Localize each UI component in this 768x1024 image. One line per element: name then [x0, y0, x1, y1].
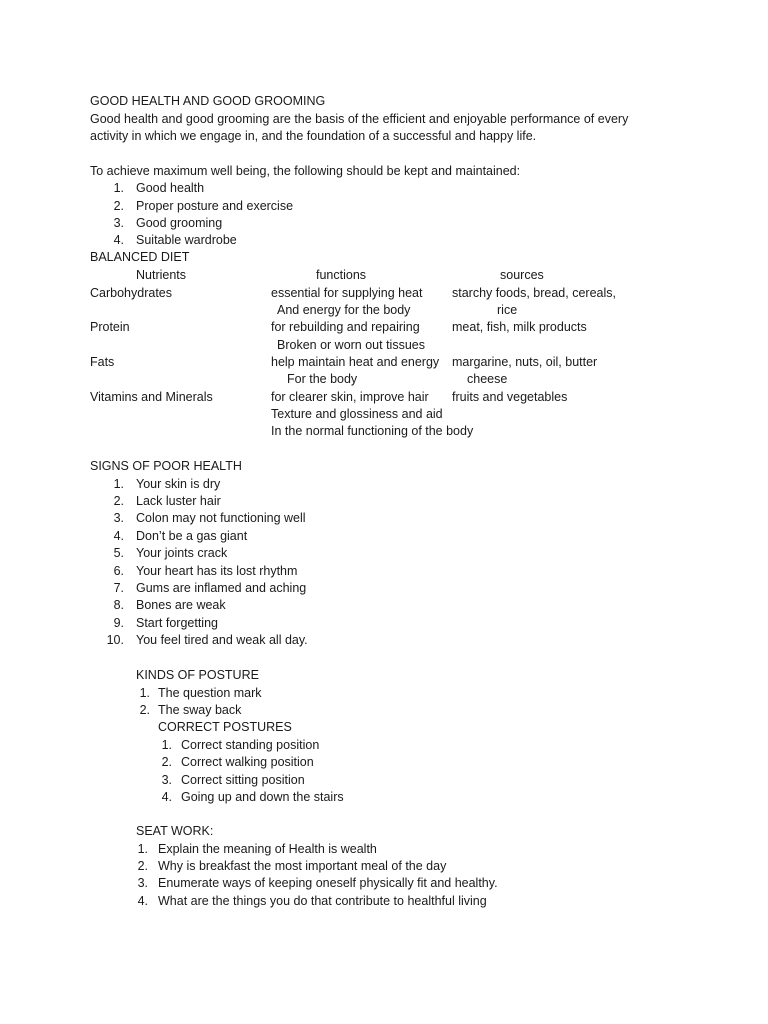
list-item: Good grooming: [136, 216, 223, 230]
list-number: 9.: [113, 616, 124, 630]
nutrient-function: And energy for the body: [277, 303, 411, 317]
nutrient-name: Vitamins and Minerals: [90, 390, 213, 404]
list-item: Colon may not functioning well: [136, 511, 306, 525]
nutrient-source: meat, fish, milk products: [452, 320, 587, 334]
list-item: What are the things you do that contribute to healthful living: [158, 894, 487, 908]
column-header: Nutrients: [136, 268, 187, 282]
list-number: 2.: [137, 859, 148, 873]
nutrient-source: fruits and vegetables: [452, 390, 568, 404]
list-number: 6.: [113, 564, 124, 578]
list-item: Proper posture and exercise: [136, 199, 294, 213]
list-number: 2.: [113, 494, 124, 508]
list-item: Going up and down the stairs: [181, 790, 344, 804]
list-number: 3.: [161, 773, 172, 787]
nutrient-source: rice: [497, 303, 518, 317]
list-item: Your joints crack: [136, 546, 228, 560]
list-number: 4.: [113, 233, 124, 247]
list-number: 10.: [106, 633, 124, 647]
list-number: 4.: [113, 529, 124, 543]
list-number: 4.: [161, 790, 172, 804]
nutrient-source: starchy foods, bread, cereals,: [452, 286, 616, 300]
nutrient-function: For the body: [287, 372, 358, 386]
list-number: 2.: [161, 755, 172, 769]
section-heading: SIGNS OF POOR HEALTH: [90, 459, 242, 473]
list-item: You feel tired and weak all day.: [136, 633, 308, 647]
wellbeing-lead: To achieve maximum well being, the following should be kept and maintained:: [90, 164, 521, 178]
list-number: 2.: [113, 199, 124, 213]
list-number: 7.: [113, 581, 124, 595]
section-heading: SEAT WORK:: [136, 824, 214, 838]
nutrient-function: In the normal functioning of the body: [271, 424, 474, 438]
nutrient-name: Fats: [90, 355, 115, 369]
nutrient-source: margarine, nuts, oil, butter: [452, 355, 598, 369]
list-item: Correct standing position: [181, 738, 320, 752]
column-header: functions: [316, 268, 367, 282]
list-number: 5.: [113, 546, 124, 560]
nutrient-name: Protein: [90, 320, 130, 334]
list-number: 1.: [139, 686, 150, 700]
list-number: 2.: [139, 703, 150, 717]
column-header: sources: [500, 268, 544, 282]
list-item: Good health: [136, 181, 205, 195]
nutrient-function: for rebuilding and repairing: [271, 320, 420, 334]
list-number: 3.: [113, 511, 124, 525]
list-number: 3.: [137, 876, 148, 890]
page-title: GOOD HEALTH AND GOOD GROOMING: [90, 94, 326, 108]
intro-line: Good health and good grooming are the basis of the efficient and enjoyable performance of every: [90, 112, 629, 126]
list-item: The question mark: [158, 686, 262, 700]
list-number: 4.: [137, 894, 148, 908]
list-item: Enumerate ways of keeping oneself physically fit and healthy.: [158, 876, 498, 890]
list-number: 8.: [113, 598, 124, 612]
section-heading: KINDS OF POSTURE: [136, 668, 259, 682]
list-item: Bones are weak: [136, 598, 226, 612]
list-item: The sway back: [158, 703, 242, 717]
list-number: 1.: [113, 181, 124, 195]
list-item: Suitable wardrobe: [136, 233, 237, 247]
section-heading: BALANCED DIET: [90, 250, 190, 264]
nutrient-function: Broken or worn out tissues: [277, 338, 425, 352]
intro-line: activity in which we engage in, and the foundation of a successful and happy life.: [90, 129, 537, 143]
list-number: 1.: [161, 738, 172, 752]
list-item: Don’t be a gas giant: [136, 529, 248, 543]
nutrient-function: Texture and glossiness and aid: [271, 407, 443, 421]
list-item: Your heart has its lost rhythm: [136, 564, 298, 578]
list-number: 1.: [113, 477, 124, 491]
nutrient-function: help maintain heat and energy: [271, 355, 440, 369]
list-number: 3.: [113, 216, 124, 230]
list-item: Lack luster hair: [136, 494, 221, 508]
list-item: Gums are inflamed and aching: [136, 581, 307, 595]
nutrient-source: cheese: [467, 372, 508, 386]
list-item: Your skin is dry: [136, 477, 221, 491]
nutrient-function: for clearer skin, improve hair: [271, 390, 429, 404]
list-item: Start forgetting: [136, 616, 218, 630]
nutrient-function: essential for supplying heat: [271, 286, 423, 300]
section-heading: CORRECT POSTURES: [158, 720, 292, 734]
list-item: Correct walking position: [181, 755, 314, 769]
list-item: Explain the meaning of Health is wealth: [158, 842, 377, 856]
list-item: Why is breakfast the most important meal of the day: [158, 859, 447, 873]
nutrient-name: Carbohydrates: [90, 286, 172, 300]
list-number: 1.: [137, 842, 148, 856]
list-item: Correct sitting position: [181, 773, 305, 787]
